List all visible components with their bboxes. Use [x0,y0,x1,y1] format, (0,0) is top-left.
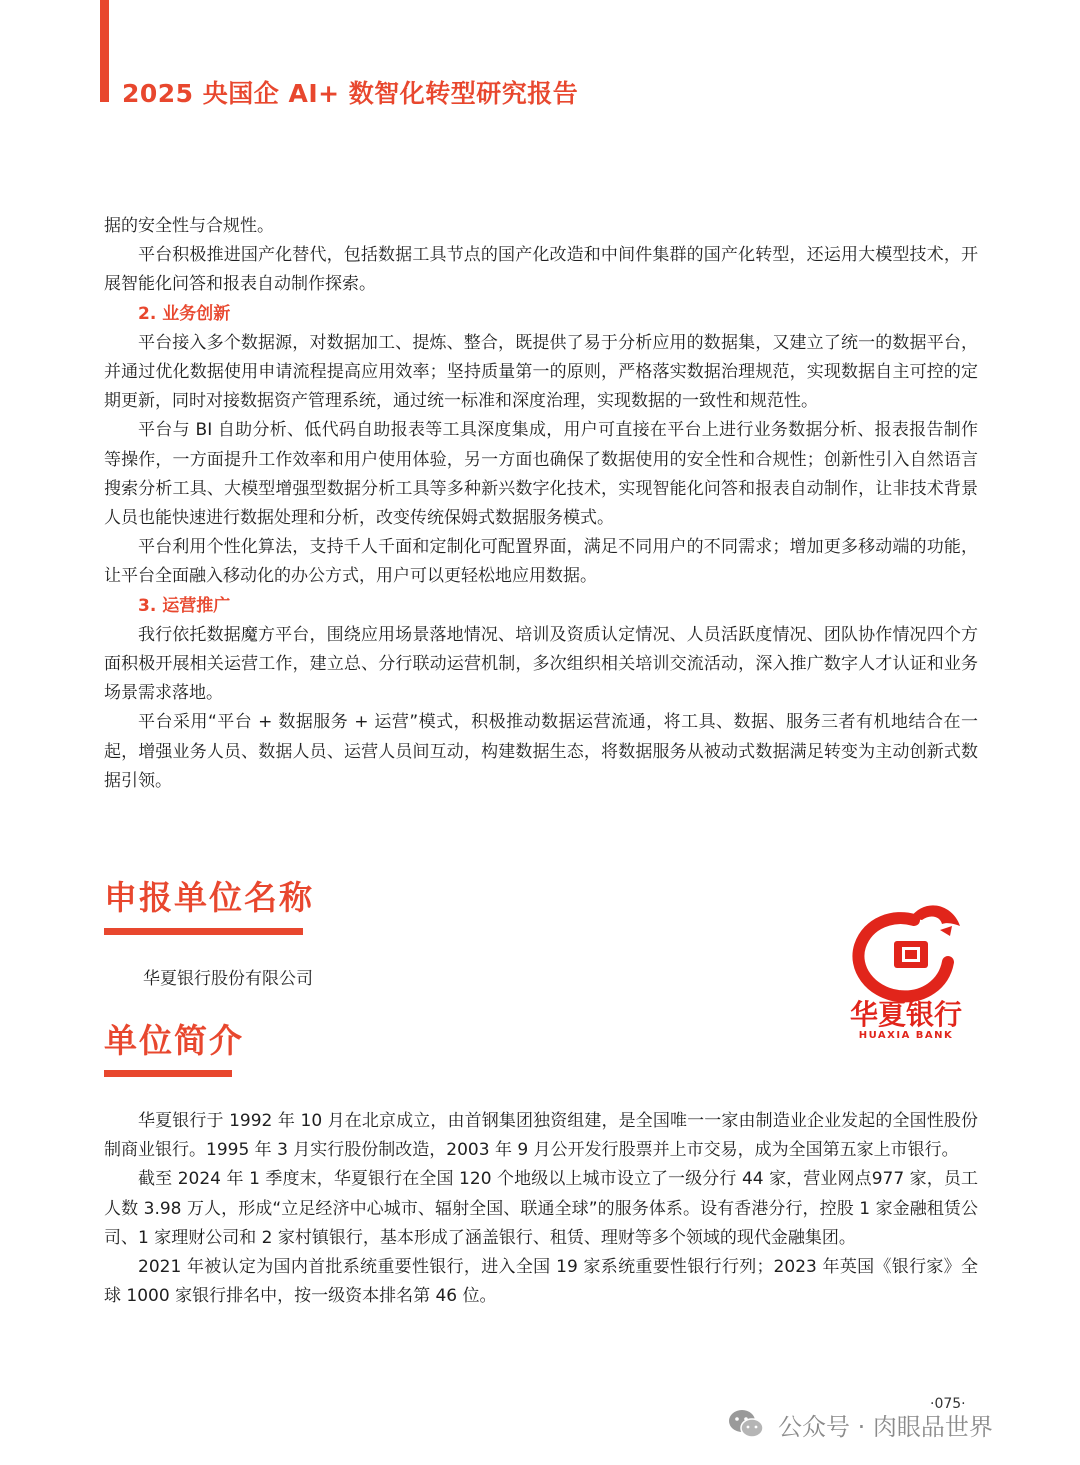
paragraph: 平台利用个性化算法，支持千人千面和定制化可配置界面，满足不同用户的不同需求；增加更多移动端的功能，让平台全面融入移动化的办公方式，用户可以更轻松地应用数据。 [104,537,978,587]
huaxia-bank-logo [836,896,976,1046]
watermark [726,1404,993,1444]
section-title-unit-name: 申报单位名称 [104,878,314,917]
paragraph: 据的安全性与合规性。 [104,216,274,236]
subheading-operation-promotion: 3. 运营推广 [138,595,231,616]
paragraph: 2021 年被认定为国内首批系统重要性银行，进入全国 19 家系统重要性银行行列；2023 年英国《银行家》全球 1000 家银行排名中，按一级资本排名第 46 位。 [104,1257,978,1307]
subheading-business-innovation: 2. 业务创新 [138,303,231,324]
paragraph: 平台积极推进国产化替代，包括数据工具节点的国产化改造和中间件集群的国产化转型，还运用大模型技术，开展智能化问答和报表自动制作探索。 [104,245,978,295]
intro-content [104,1107,978,1311]
paragraph: 华夏银行于 1992 年 10 月在北京成立，由首钢集团独资组建，是全国唯一一家由制造业企业发起的全国性股份制商业银行。1995 年 3 月实行股份制改造，2003 年 9 月公开发行股票并上市交易，成为全国第五家上市银行。 [104,1111,978,1161]
paragraph: 平台与 BI 自助分析、低代码自助报表等工具深度集成，用户可直接在平台上进行业务数据分析、报表报告制作等操作，一方面提升工作效率和用户使用体验，另一方面也确保了数据使用的安全性和合规性；创新性引入自然语言搜索分析工具、大模型增强型数据分析工具等多种新兴数字化技术，实现智能化问答和报表自动制作，让非技术背景人员也能快速进行数据处理和分析，改变传统保姆式数据服务模式。 [104,420,978,529]
wechat-icon [726,1404,766,1444]
header-accent-bar [100,0,109,102]
section-underline [104,928,303,935]
paragraph: 截至 2024 年 1 季度末，华夏银行在全国 120 个地级以上城市设立了一级分行 44 家，营业网点977 家，员工人数 3.98 万人，形成“立足经济中心城市、辐射全国、联通全球”的服务体系。设有香港分行，控股 1 家金融租赁公司、1 家理财公司和 2 家村镇银行，基本形成了涵盖银行、租赁、理财等多个领域的现代金融集团。 [104,1169,978,1248]
logo-chinese-name: 华夏银行 [849,998,963,1031]
paragraph: 平台接入多个数据源，对数据加工、提炼、整合，既提供了易于分析应用的数据集，又建立了统一的数据平台，并通过优化数据使用申请流程提高应用效率；坚持质量第一的原则，严格落实数据治理规范，实现数据自主可控的定期更新，同时对接数据资产管理系统，通过统一标准和深度治理，实现数据的一致性和规范性。 [104,332,978,412]
report-title: 2025 央国企 AI+ 数智化转型研究报告 [122,79,579,108]
watermark-text: 公众号 · 肉眼品世界 [778,1412,993,1441]
logo-english-name: HUAXIA BANK [858,1030,954,1041]
company-name: 华夏银行股份有限公司 [143,969,313,989]
section-underline [104,1070,232,1077]
top-content [104,212,978,796]
dragon-emblem-icon [836,896,976,1046]
page-number: ·075· [930,1396,966,1412]
paragraph: 我行依托数据魔方平台，围绕应用场景落地情况、培训及资质认定情况、人员活跃度情况、团队协作情况四个方面积极开展相关运营工作，建立总、分行联动运营机制，多次组织相关培训交流活动，深入推广数字人才认证和业务场景需求落地。 [104,624,978,704]
paragraph: 平台采用“平台 + 数据服务 + 运营”模式，积极推动数据运营流通，将工具、数据、服务三者有机地结合在一起，增强业务人员、数据人员、运营人员间互动，构建数据生态，将数据服务从被动式数据满足转变为主动创新式数据引领。 [104,712,978,791]
section-title-unit-intro: 单位简介 [104,1021,244,1060]
